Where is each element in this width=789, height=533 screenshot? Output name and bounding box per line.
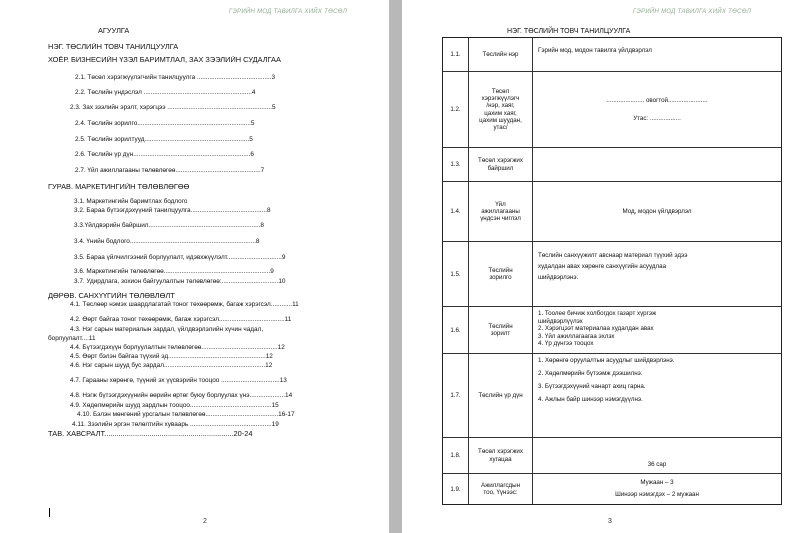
text-cursor [49,508,50,517]
toc-item[interactable]: 4.1. Төслөөр нэмэх шаардлагатай тоног төхөөрөмж, багаж хэрэгсэл............11 [70,301,299,308]
left-page [0,0,389,533]
row-value[interactable]: Мужаан – 3 Шинээр нэмэгдэх – 2 мужаан [532,474,781,504]
table-row [443,72,781,148]
toc-item[interactable]: 3.7. Удирдлага, зохион байгуулалтын төлөвлөгөө:................................10 [74,278,286,285]
toc-item-continuation[interactable]: борлуулалт....11 [48,335,96,342]
row-number: 1.8. [450,452,461,459]
toc-section-2[interactable]: ХОЁР. БИЗНЕСИЙН ҮЗЭЛ БАРИМТЛАЛ, ЗАХ ЗЭЭЛИЙН СУДАЛГАА [48,56,281,64]
toc-section-4[interactable]: ДӨРӨВ. САНХҮҮГИЙН ТӨЛӨВЛӨЛТ [48,292,175,300]
toc-item[interactable]: 3.2. Бараа бүтээгдэхүүний танилцуулга...........................................8 [74,207,271,214]
row-label: Төсөл хэрэгжих байршил [468,148,532,181]
row-label: Үйл ажиллагааны үндсэн чиглэл [468,182,532,241]
toc-section-5[interactable]: ТАВ. ХАВСРАЛТ...............................................................20-24 [48,430,253,438]
toc-item[interactable]: 3.4. Үнийн бодлого.......................................................................8 [74,238,260,245]
toc-item[interactable]: 2.4. Төслийн зорилго................................................................5 [75,120,255,127]
row-value[interactable]: Мод, модон үйлдвэрлэл [532,182,781,241]
toc-item[interactable]: 3.1. Маркетингийн баримтлах бодлого [74,198,188,205]
table-row [443,438,781,474]
row-label: Төслийн зорилт [468,307,532,353]
toc-item[interactable]: 2.3. Зах зээлийн эрэлт, хэрэгцээ ...........................................................5 [70,104,276,111]
row-label: Төслийн нэр [468,38,532,71]
toc-item[interactable]: 4.3. Нэг сарын материалын зардал, үйлдвэрлэлийн хүчин чадал, [70,326,264,333]
toc-item[interactable]: 4.9. Хөдөлмөрийн шууд зардлын тооцоо..............................................15 [70,402,279,409]
row-label: Төслийн зорилго [468,242,532,306]
toc-item[interactable]: 2.7. Үйл ажиллагааны төлөвлөгөө................................................7 [75,167,265,174]
row-value[interactable]: Гэрийн мод, модон тавилга үйлдвэрлэл [532,38,781,71]
row-label: Төсөл хэрэгжүүлэгч /нэр, хаяг, цахим хаяг, цахим шуудан, утас/ [468,72,532,147]
table-row [443,38,781,72]
row-value[interactable]: Төслийн санхүүжилт авснаар материал түүхий эдээ худалдан авах хөрөнге санхүүгийн асуудлаа шийдвэрлэнэ. [532,242,781,306]
toc-item[interactable]: 2.1. Төсөл хэрэгжүүлэгчийн танилцуулга ..........................................3 [75,74,276,81]
toc-item[interactable]: 4.10. Бэлэн мөнгөний урсгалын төлөвлөгөө.........................................16-17 [77,411,295,418]
toc-item[interactable]: 4.8. Нэгж бүтээгдэхүүнийн өөрийн өртөг буюу борлуулах үнэ....................14 [70,392,293,399]
row-number: 1.3. [450,161,461,168]
page-header: ГЭРИЙН МОД ТАВИЛГА ХИЙХ ТӨСӨЛ [229,9,348,15]
table-row [443,354,781,438]
toc-item[interactable]: 4.7. Гарааны хөрөнгө, түүний эх үүсвэрийн тооцоо .................................13 [70,377,287,384]
toc-item[interactable]: 4.5. Өөрт бэлэн байгаа түүхий эд.......................................................12 [70,353,273,360]
toc-section-3[interactable]: ГУРАВ. МАРКЕТИНГИЙН ТӨЛӨВЛӨГӨӨ [48,183,190,191]
toc-item[interactable]: 3.5. Бараа үйлчилгээний борлуулалт, идэвхжүүлэлт...............................9 [74,254,286,261]
row-label: Төслийн үр дүн [468,354,532,437]
row-label: Ажиллагсдын тоо, Үүнээс: [468,474,532,504]
toc-item[interactable]: 2.5. Төслийн зорилтууд...........................................................5 [75,136,253,143]
toc-item[interactable]: 4.4. Бүтээгдэхүүн борлуулалтын төлөвлөгөө...........................................12 [70,344,285,351]
table-row [443,474,781,504]
toc-item[interactable]: 4.11. Зээлийн эргэн төлөлтийн хуваарь ..............................................19 [72,421,279,428]
section-title: НЭГ. ТӨСЛИЙН ТОВЧ ТАНИЛЦУУЛГА [507,28,631,35]
row-number: 1.9. [450,485,461,493]
toc-title: АГУУЛГА [98,27,130,35]
toc-item[interactable]: 3.6. Маркетингийн төлөвлөгөө............................................................9 [74,268,274,275]
toc-section-1[interactable]: НЭГ. ТӨСЛИЙН ТОВЧ ТАНИЛЦУУЛГА [48,43,179,51]
row-number: 1.4. [450,208,461,215]
toc-item[interactable]: 4.2. Өөрт байгаа тоног төхөөрөмж, багаж хэрэгсэл.....................................11 [70,316,292,323]
page-header: ГЭРИЙН МОД ТАВИЛГА ХИЙХ ТӨСӨЛ [633,9,752,15]
row-value[interactable]: ...................... овогтой....................... Утас: .................. [532,72,781,147]
table-row [443,182,781,242]
row-number: 1.1. [450,51,461,58]
project-summary-table [442,37,782,505]
table-row [443,242,781,307]
toc-item[interactable]: 2.2. Төслийн үндэслэл .............................................................4 [75,89,256,96]
row-value[interactable]: 36 сар [532,438,781,473]
right-page [402,0,789,533]
row-value[interactable]: 1. Тоолее бичиж холбогдох газарт хүргэж шийдвэрлүүлэх 2. Хэрэгцээт материалаа худалдан авах 3. Үйл ажиллагаагаа эхлэх 4. Үр дүнгээ тооцох [532,307,781,353]
page-number: 3 [608,518,612,525]
toc-item[interactable]: 4.6. Нэг сарын шууд бус зардал.........................................................12 [70,362,273,369]
toc-item[interactable]: 3.3.Үйлдвэрийн байршил...............................................................8 [74,222,264,229]
row-value[interactable] [532,148,781,181]
row-number: 1.7. [450,392,461,399]
row-number: 1.5. [450,270,461,278]
page-gap [389,0,402,533]
page-number: 2 [203,518,207,525]
row-number: 1.6. [450,326,461,334]
row-value[interactable]: 1. Хөрөнгө оруулалтын асуудлыг шийдвэрлэнэ. 2. Хөдөлмөрийн бүтээмж дээшилнэ. 3. Бүтээгдэхүүний чанарт ахиц гарна. 4. Ажлын байр шинээр нэмэгдүүлнэ. [532,354,781,437]
toc-item[interactable]: 2.6. Төслийн үр дүн..................................................................6 [75,151,254,158]
row-label: Төсөл хэрэгжих хугацаа [468,438,532,473]
row-number: 1.2. [450,106,461,113]
table-row [443,307,781,354]
table-row [443,148,781,182]
